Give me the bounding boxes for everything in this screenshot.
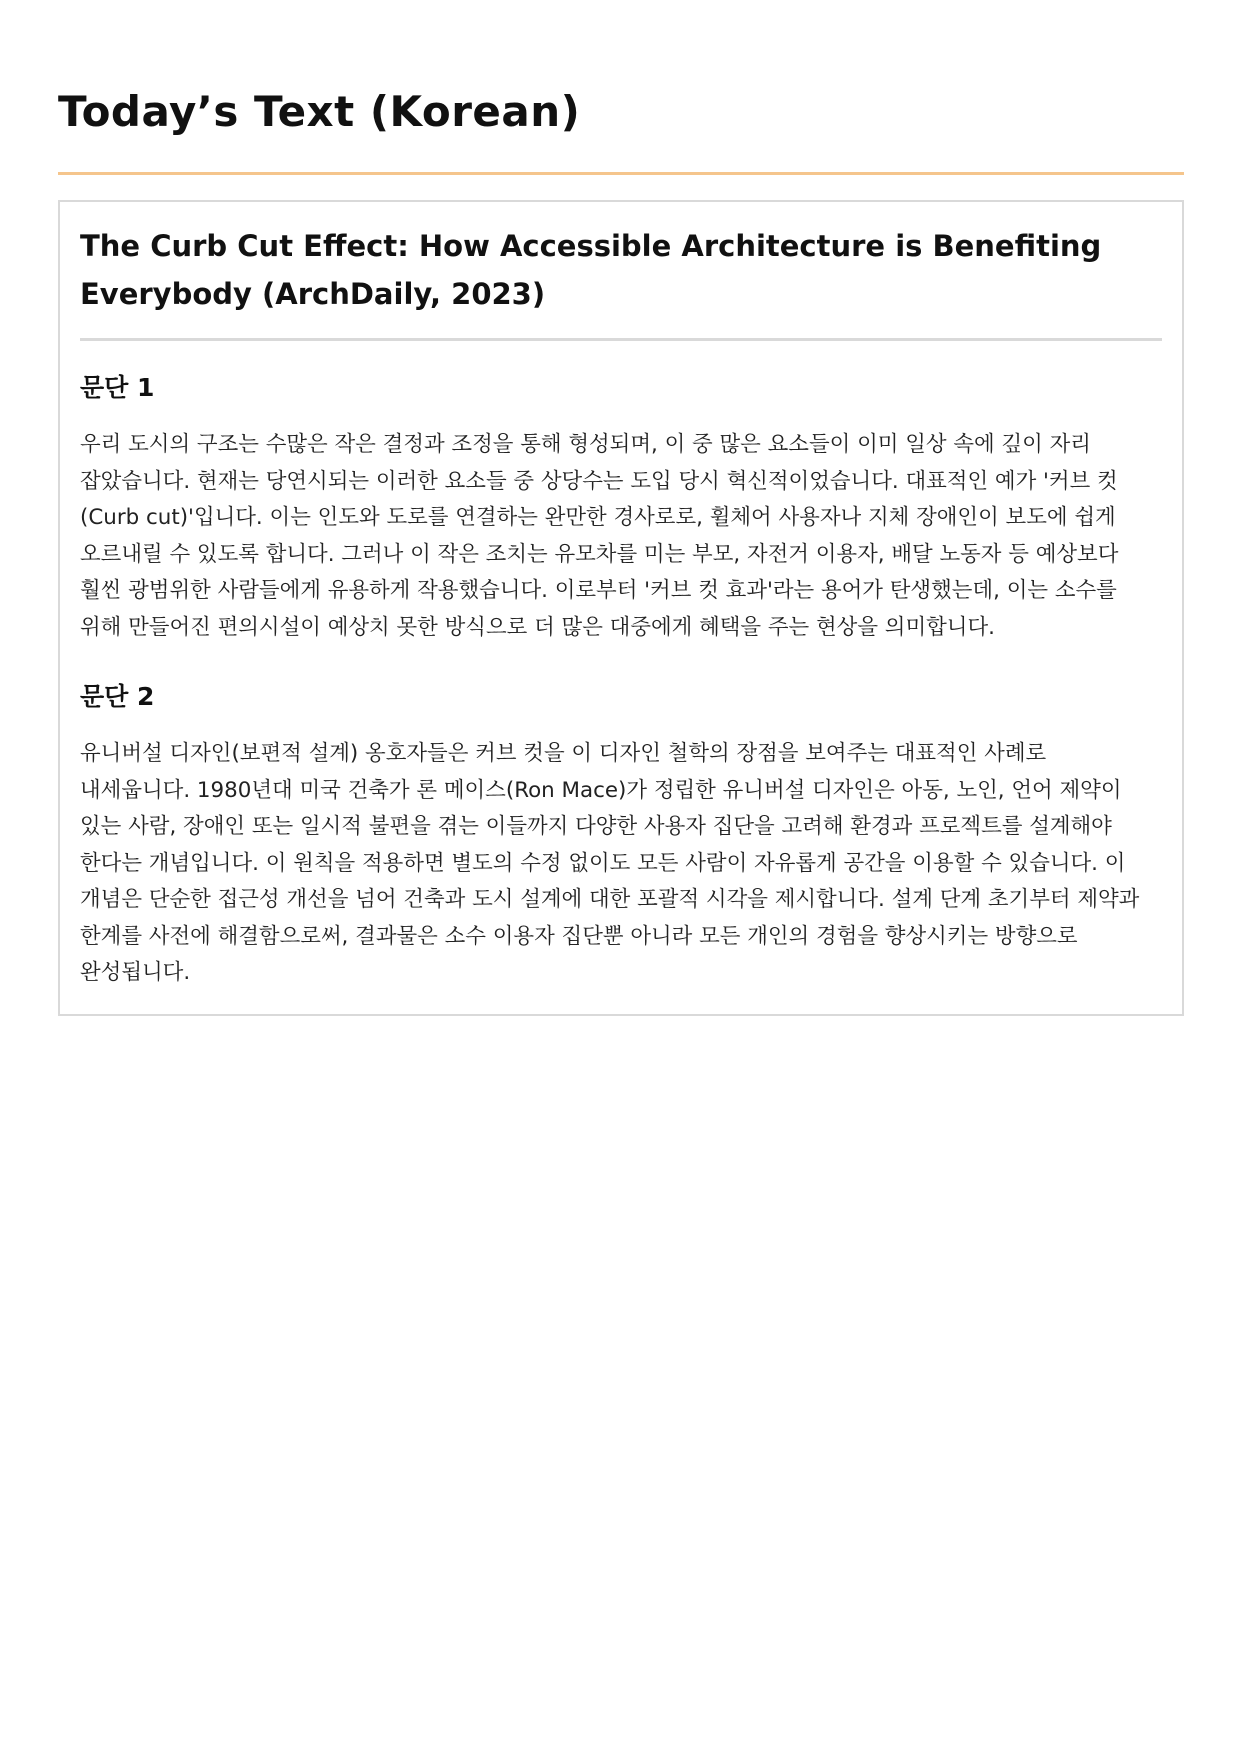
article-divider [80,338,1162,341]
section-body-2: 유니버설 디자인(보편적 설계) 옹호자들은 커브 컷을 이 디자인 철학의 장점을 보여주는 대표적인 사례로 내세웁니다. 1980년대 미국 건축가 론 메이스(Ron Mace)가 정립한 유니버설 디자인은 아동, 노인, 언어 제약이 있는 사람, 장애인 또는 일시적 불편을 겪는 이들까지 다양한 사용자 집단을 고려해 환경과 프로젝트를 설계해야 한다는 개념입니다. 이 원칙을 적용하면 별도의 수정 없이도 모든 사람이 자유롭게 공간을 이용할 수 있습니다. 이 개념은 단순한 접근성 개선을 넘어 건축과 도시 설계에 대한 포괄적 시각을 제시합니다. 설계 단계 초기부터 제약과 한계를 사전에 해결함으로써, 결과물은 소수 이용자 집단뿐 아니라 모든 개인의 경험을 향상시키는 방향으로 완성됩니다. [80,741,1140,985]
section-heading-2: 문단 2 [80,682,155,711]
page-title: Today’s Text (Korean) [58,87,581,136]
title-divider [58,172,1184,175]
article-title: The Curb Cut Effect: How Accessible Architecture is Benefiting Everybody (ArchDaily, 2023) [80,229,1102,311]
section-heading-1: 문단 1 [80,373,155,402]
document-page [58,0,1184,1016]
article-card [58,200,1184,1016]
section-body-1: 우리 도시의 구조는 수많은 작은 결정과 조정을 통해 형성되며, 이 중 많은 요소들이 이미 일상 속에 깊이 자리 잡았습니다. 현재는 당연시되는 이러한 요소들 중 상당수는 도입 당시 혁신적이었습니다. 대표적인 예가 '커브 컷(Curb cut)'입니다. 이는 인도와 도로를 연결하는 완만한 경사로로, 휠체어 사용자나 지체 장애인이 보도에 쉽게 오르내릴 수 있도록 합니다. 그러나 이 작은 조치는 유모차를 미는 부모, 자전거 이용자, 배달 노동자 등 예상보다 훨씬 광범위한 사람들에게 유용하게 작용했습니다. 이로부터 '커브 컷 효과'라는 용어가 탄생했는데, 이는 소수를 위해 만들어진 편의시설이 예상치 못한 방식으로 더 많은 대중에게 혜택을 주는 현상을 의미합니다. [80,432,1119,640]
